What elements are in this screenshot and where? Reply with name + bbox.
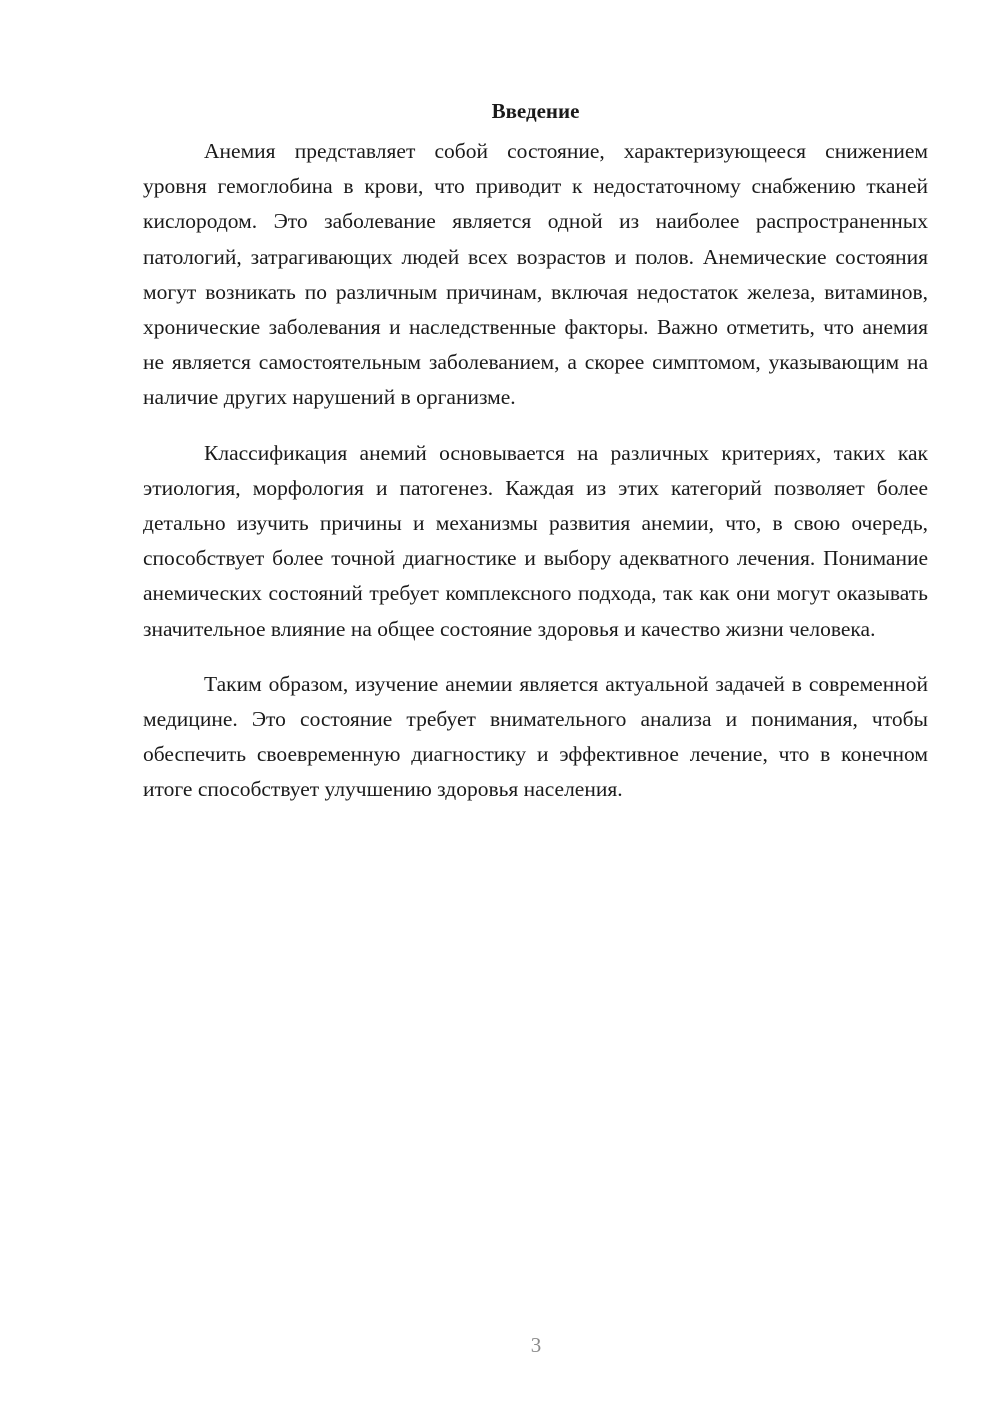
paragraph-classification: Классификация анемий основывается на различных критериях, таких как этиология, морфология и патогенез. Каждая из этих категорий позволяет более детально изучить причины и механизмы развития анемии, что, в свою очередь, способствует более точной диагностике и выбору адекватного лечения. Понимание анемических состояний требует комплексного подхода, так как они могут оказывать значительное влияние на общее состояние здоровья и качество жизни человека. <box>143 440 928 641</box>
paragraph-anemia-definition: Анемия представляет собой состояние, характеризующееся снижением уровня гемоглобина в крови, что приводит к недостаточному снабжению тканей кислородом. Это заболевание является одной из наиболее распространенных патологий, затрагивающих людей всех возрастов и полов. Анемические состояния могут возникать по различным причинам, включая недостаток железа, витаминов, хронические заболевания и наследственные факторы. Важно отметить, что анемия не является самостоятельным заболеванием, а скорее симптомом, указывающим на наличие других нарушений в организме. <box>143 139 928 410</box>
page-body <box>143 96 928 828</box>
section-title: Введение <box>491 99 580 123</box>
page-number: 3 <box>530 1333 542 1357</box>
paragraph-conclusion: Таким образом, изучение анемии является актуальной задачей в современной медицине. Это состояние требует внимательного анализа и понимания, чтобы обеспечить своевременную диагностику и эффективное лечение, что в конечном итоге способствует улучшению здоровья населения. <box>143 671 928 802</box>
